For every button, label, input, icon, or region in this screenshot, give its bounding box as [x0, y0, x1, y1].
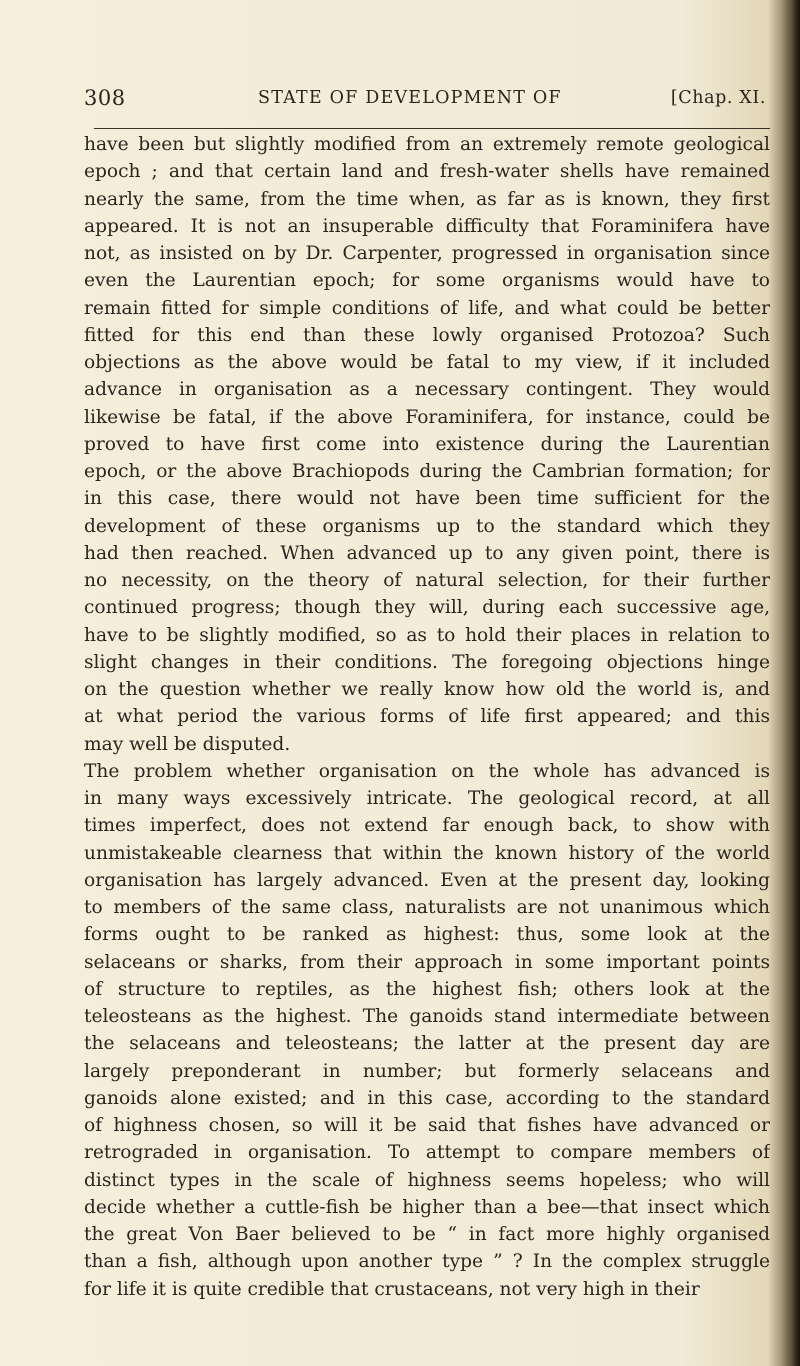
text-line: epoch ; and that certain land and fresh-water shells have remained	[84, 161, 770, 183]
text-line: decide whether a cuttle-fish be higher than a bee—that insect which	[84, 1196, 770, 1218]
running-title: STATE OF DEVELOPMENT OF	[258, 88, 562, 108]
chapter-reference: [Chap. XI.	[670, 88, 766, 108]
text-line: proved to have first come into existence during the Laurentian	[84, 433, 770, 455]
text-line: in many ways excessively intricate. The geological record, at all	[84, 788, 770, 809]
text-line: even the Laurentian epoch; for some organisms would have to	[84, 270, 770, 292]
text-line: objections as the above would be fatal to my view, if it included	[84, 352, 770, 373]
text-line: fitted for this end than these lowly organised Protozoa? Such	[84, 324, 770, 346]
text-line: at what period the various forms of life first appeared; and this	[84, 706, 770, 728]
page-edge-shadow	[782, 0, 800, 1366]
page-number: 308	[84, 86, 126, 110]
text-line: no necessity, on the theory of natural selection, for their further	[84, 570, 770, 591]
text-line: may well be disputed.	[84, 733, 291, 755]
text-line: largely preponderant in number; but formerly selaceans and	[84, 1060, 770, 1082]
text-line: the great Von Baer believed to be “ in fact more highly organised	[84, 1224, 770, 1245]
text-line: forms ought to be ranked as highest: thus, some look at the	[84, 924, 770, 946]
header-rule	[94, 128, 770, 129]
body-text	[84, 131, 770, 1303]
text-line: advance in organisation as a necessary contingent. They would	[84, 379, 770, 401]
text-line: ganoids alone existed; and in this case, according to the standard	[84, 1087, 770, 1109]
text-line: The problem whether organisation on the whole has advanced is	[84, 760, 770, 782]
text-line: to members of the same class, naturalists are not unanimous which	[84, 897, 770, 918]
text-line: likewise be fatal, if the above Foraminifera, for instance, could be	[84, 406, 770, 428]
text-line: distinct types in the scale of highness seems hopeless; who will	[84, 1169, 770, 1191]
text-line: have been but slightly modified from an extremely remote geological	[84, 134, 770, 155]
text-line: selaceans or sharks, from their approach in some important points	[84, 951, 770, 973]
text-line: times imperfect, does not extend far enough back, to show with	[84, 815, 770, 837]
text-line: development of these organisms up to the standard which they	[84, 515, 770, 537]
text-line: of highness chosen, so will it be said that fishes have advanced or	[84, 1115, 770, 1136]
text-line: in this case, there would not have been time sufficient for the	[84, 488, 770, 510]
text-line: not, as insisted on by Dr. Carpenter, progressed in organisation since	[84, 243, 770, 264]
text-line: retrograded in organisation. To attempt to compare members of	[84, 1142, 770, 1164]
text-line: slight changes in their conditions. The foregoing objections hinge	[84, 651, 770, 673]
text-line: the selaceans and teleosteans; the latter at the present day are	[84, 1033, 770, 1055]
text-line: for life it is quite credible that crustaceans, not very high in their	[84, 1278, 700, 1300]
text-line: organisation has largely advanced. Even at the present day, looking	[84, 869, 770, 891]
text-line: epoch, or the above Brachiopods during the Cambrian formation; for	[84, 461, 770, 482]
text-line: than a fish, although upon another type ” ? In the complex struggle	[84, 1251, 770, 1273]
text-line: unmistakeable clearness that within the known history of the world	[84, 842, 770, 864]
text-line: teleosteans as the highest. The ganoids stand intermediate between	[84, 1006, 770, 1027]
text-line: of structure to reptiles, as the highest fish; others look at the	[84, 978, 770, 1000]
text-line: appeared. It is not an insuperable difficulty that Foraminifera have	[84, 215, 770, 237]
page-header	[84, 86, 766, 116]
text-line: remain fitted for simple conditions of life, and what could be better	[84, 297, 770, 319]
text-line: on the question whether we really know how old the world is, and	[84, 679, 770, 700]
text-line: had then reached. When advanced up to any given point, there is	[84, 542, 770, 564]
text-line: have to be slightly modified, so as to hold their places in relation to	[84, 624, 770, 646]
text-line: continued progress; though they will, during each successive age,	[84, 597, 770, 619]
text-line: nearly the same, from the time when, as far as is known, they first	[84, 188, 770, 210]
